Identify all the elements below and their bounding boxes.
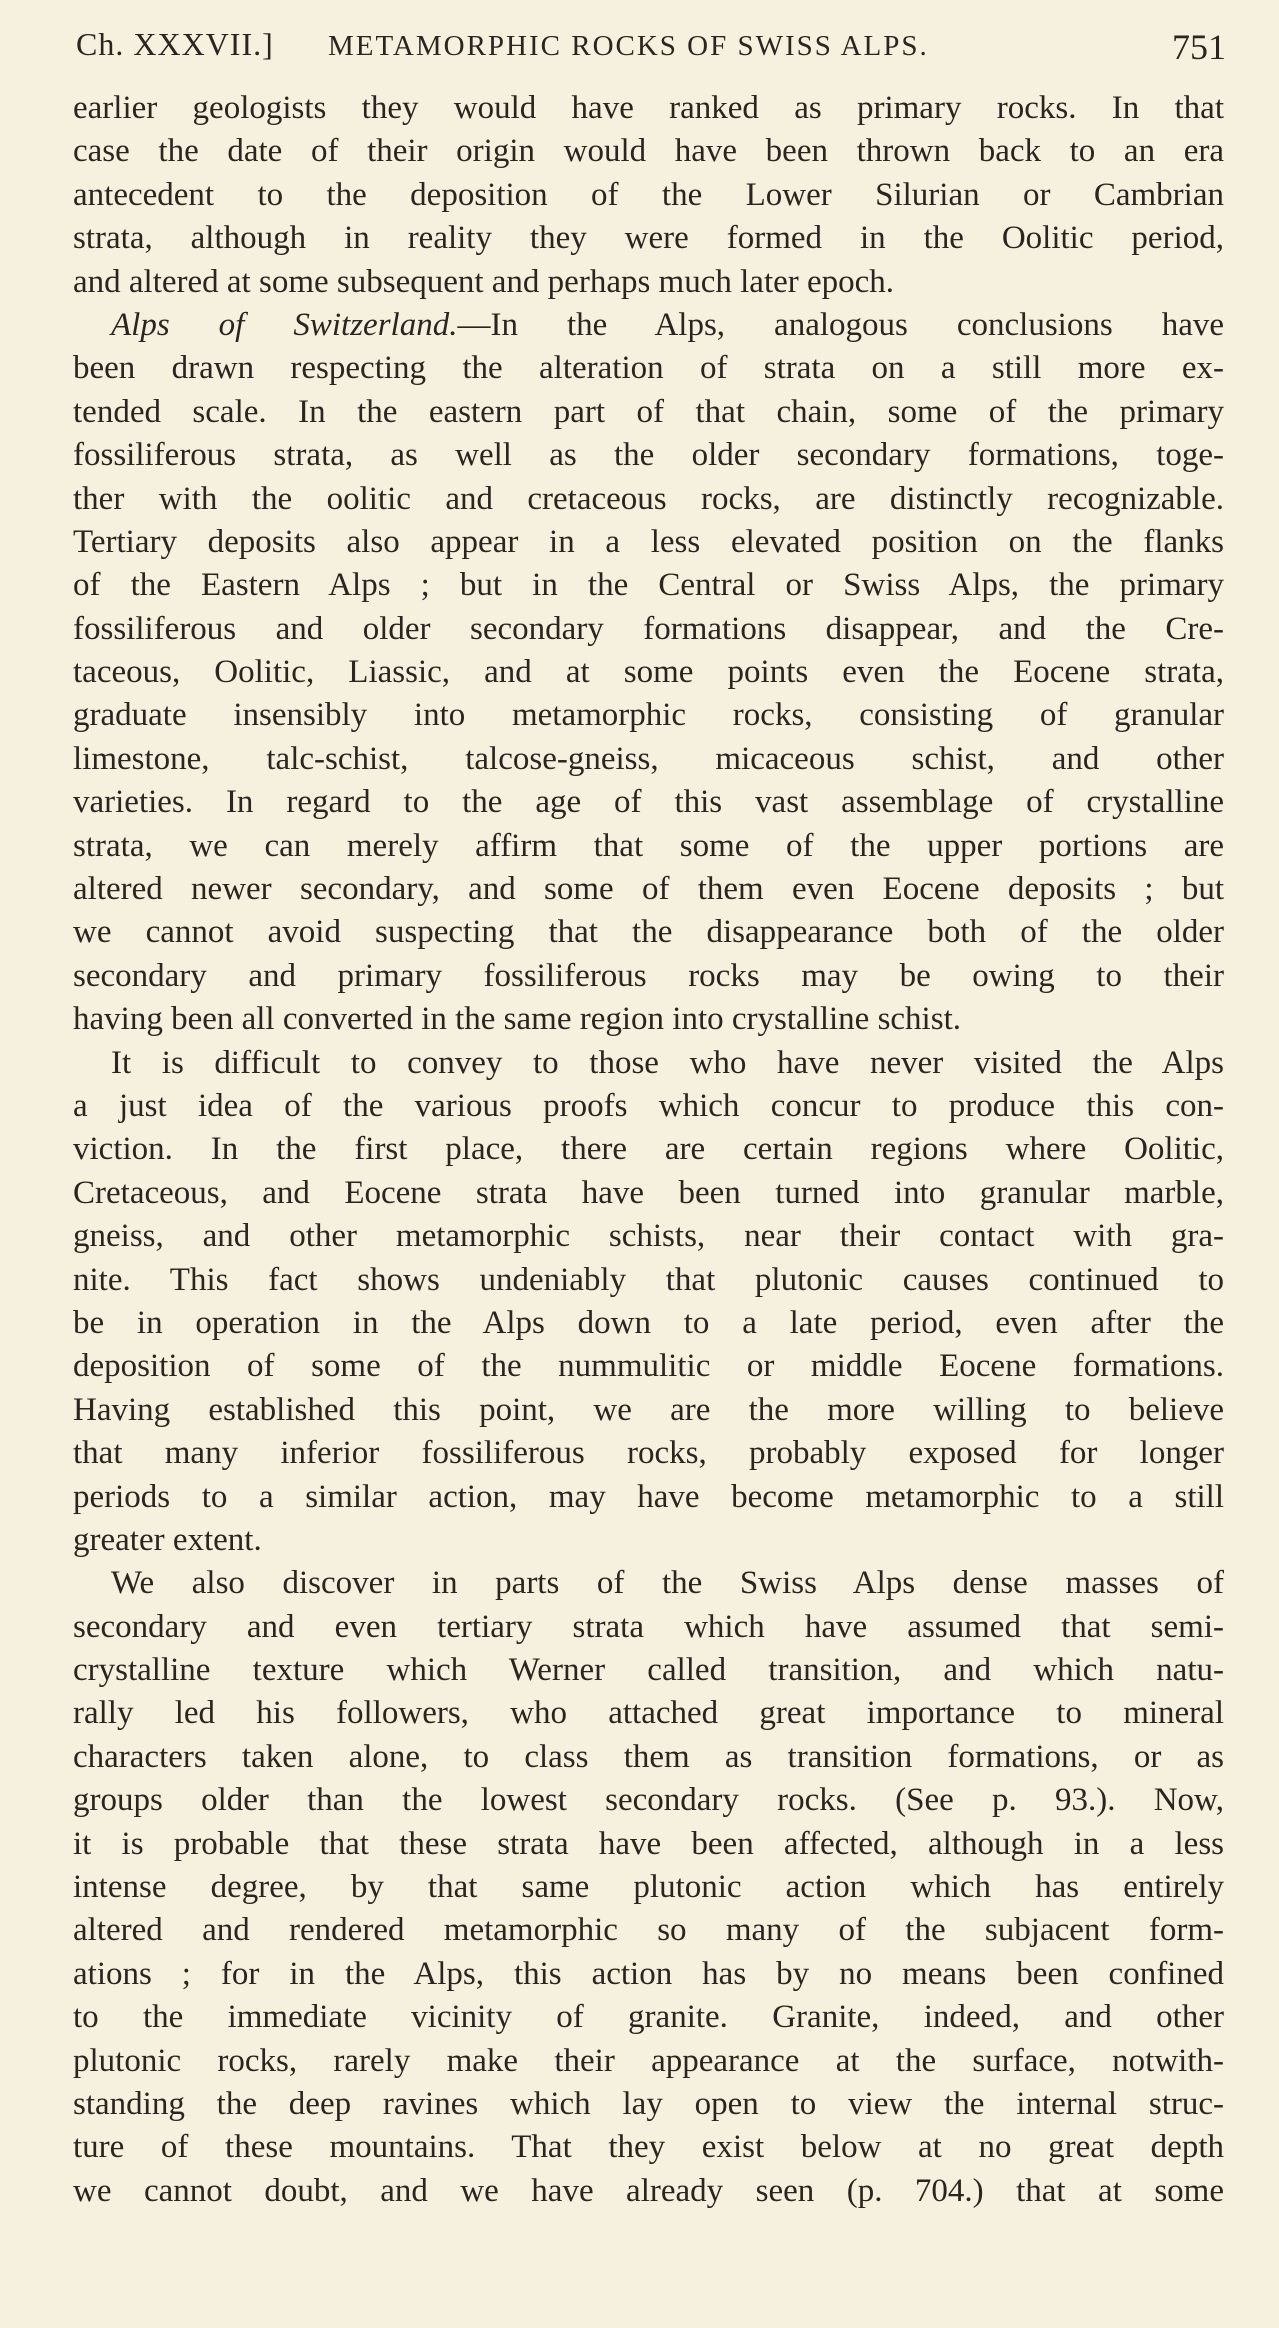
text-line: having been all converted in the same region into crystalline schist.: [73, 1001, 961, 1038]
page-number: 751: [1172, 27, 1226, 67]
section-heading-alps-of-switzerland: Alps of Switzerland.: [111, 306, 458, 343]
text-line: standing the deep ravines which lay open to view the internal struc-: [73, 2085, 1224, 2122]
text-line: altered newer secondary, and some of them even Eocene deposits ; but: [73, 871, 1224, 908]
text-line: greater extent.: [73, 1521, 262, 1558]
text-line: characters taken alone, to class them as transition formations, or as: [73, 1738, 1224, 1775]
text-line: rally led his followers, who attached great importance to mineral: [73, 1695, 1224, 1732]
text-line: been drawn respecting the alteration of strata on a still more ex-: [73, 350, 1224, 387]
text-line: a just idea of the various proofs which concur to produce this con-: [73, 1087, 1224, 1124]
text-line: strata, we can merely affirm that some of the upper portions are: [73, 827, 1224, 864]
text-line: secondary and primary fossiliferous rocks may be owing to their: [73, 957, 1224, 994]
text-line: of the Eastern Alps ; but in the Central or Swiss Alps, the primary: [73, 567, 1224, 604]
text-line: periods to a similar action, may have become metamorphic to a still: [73, 1478, 1224, 1515]
text-line: We also discover in parts of the Swiss Alps dense masses of: [111, 1565, 1224, 1602]
text-line: varieties. In regard to the age of this vast assemblage of crystalline: [73, 784, 1224, 821]
text-line: ture of these mountains. That they exist below at no great depth: [73, 2129, 1224, 2166]
text-line: and altered at some subsequent and perhaps much later epoch.: [73, 263, 895, 300]
running-header: [76, 26, 1226, 72]
text-line: fossiliferous and older secondary formations disappear, and the Cre-: [73, 610, 1224, 647]
text-line: intense degree, by that same plutonic action which has entirely: [73, 1869, 1224, 1906]
text-line: Having established this point, we are the more willing to believe: [73, 1391, 1224, 1428]
text-line: nite. This fact shows undeniably that plutonic causes continued to: [73, 1261, 1224, 1298]
text-line: altered and rendered metamorphic so many of the subjacent form-: [73, 1912, 1224, 1949]
text-line: [73, 304, 1224, 347]
page-body: [73, 87, 1224, 2213]
text-line: antecedent to the deposition of the Lower Silurian or Cambrian: [73, 176, 1224, 213]
text-line: we cannot doubt, and we have already seen (p. 704.) that at some: [73, 2172, 1224, 2209]
text-line: groups older than the lowest secondary rocks. (See p. 93.). Now,: [73, 1782, 1224, 1819]
text-line: taceous, Oolitic, Liassic, and at some points even the Eocene strata,: [73, 654, 1224, 691]
text-line: strata, although in reality they were formed in the Oolitic period,: [73, 220, 1224, 257]
text-line: deposition of some of the nummulitic or middle Eocene formations.: [73, 1348, 1224, 1385]
text-line: secondary and even tertiary strata which have assumed that semi-: [73, 1608, 1224, 1645]
text-line: ther with the oolitic and cretaceous rocks, are distinctly recognizable.: [73, 480, 1224, 517]
heading-line-rest: —In the Alps, analogous conclusions have: [457, 306, 1224, 343]
text-line: fossiliferous strata, as well as the older secondary formations, toge-: [73, 437, 1224, 474]
text-line: case the date of their origin would have been thrown back to an era: [73, 133, 1224, 170]
running-title: METAMORPHIC ROCKS OF SWISS ALPS.: [328, 30, 929, 62]
text-line: crystalline texture which Werner called transition, and which natu-: [73, 1652, 1224, 1689]
text-line: ations ; for in the Alps, this action has by no means been confined: [73, 1955, 1224, 1992]
chapter-label: Ch. XXXVII.]: [76, 26, 274, 62]
text-line: it is probable that these strata have been affected, although in a less: [73, 1825, 1224, 1862]
text-line: viction. In the first place, there are certain regions where Oolitic,: [73, 1131, 1224, 1168]
text-line: that many inferior fossiliferous rocks, probably exposed for longer: [73, 1435, 1224, 1472]
text-line: plutonic rocks, rarely make their appearance at the surface, notwith-: [73, 2042, 1224, 2079]
text-line: gneiss, and other metamorphic schists, near their contact with gra-: [73, 1218, 1224, 1255]
text-line: graduate insensibly into metamorphic rocks, consisting of granular: [73, 697, 1224, 734]
text-line: tended scale. In the eastern part of that chain, some of the primary: [73, 393, 1224, 430]
text-line: Tertiary deposits also appear in a less elevated position on the flanks: [73, 523, 1224, 560]
text-line: Cretaceous, and Eocene strata have been turned into granular marble,: [73, 1174, 1224, 1211]
text-line: we cannot avoid suspecting that the disappearance both of the older: [73, 914, 1224, 951]
text-line: earlier geologists they would have ranked as primary rocks. In that: [73, 90, 1224, 126]
text-line: limestone, talc-schist, talcose-gneiss, micaceous schist, and other: [73, 740, 1224, 777]
text-line: be in operation in the Alps down to a late period, even after the: [73, 1304, 1224, 1341]
text-line: It is difficult to convey to those who have never visited the Alps: [111, 1044, 1224, 1081]
text-line: to the immediate vicinity of granite. Granite, indeed, and other: [73, 1999, 1224, 2036]
